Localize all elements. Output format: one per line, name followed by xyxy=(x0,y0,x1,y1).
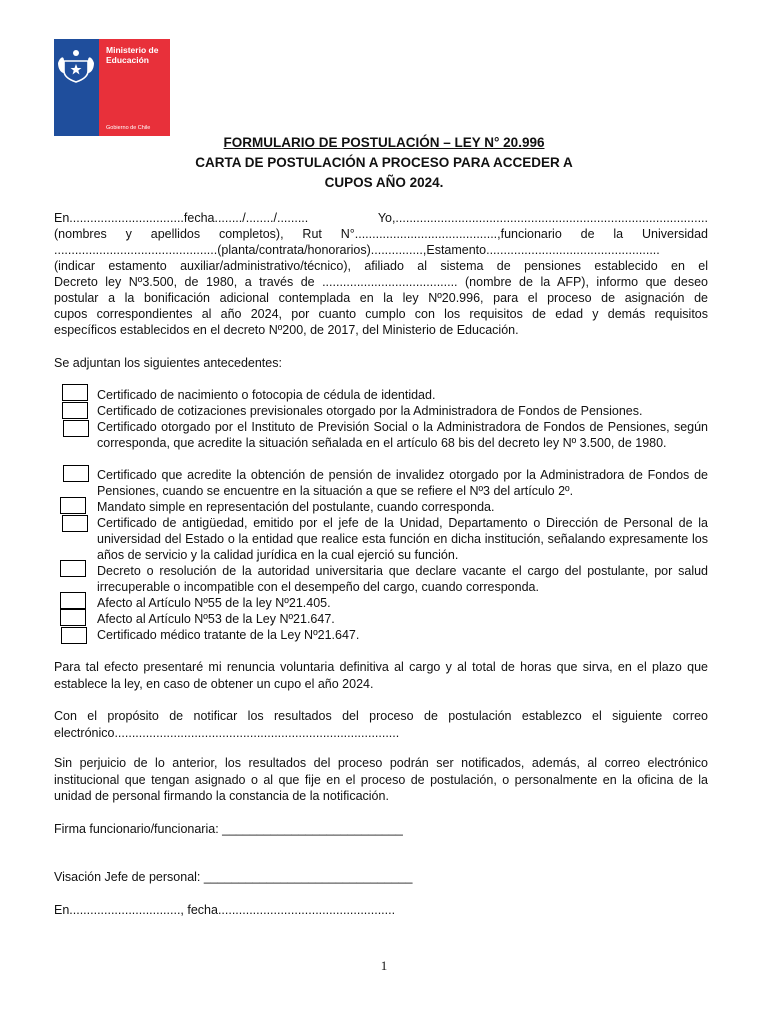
checkbox-invalidity-pension[interactable] xyxy=(63,465,89,482)
checklist-item-4: Certificado que acredite la obtención de pensión de invalidez otorgado por la Administradora de Fondos de Pensiones, cuando se encuentre en la situación a que se refiere el Nº3 del artículo 2º. xyxy=(97,468,708,498)
checklist-item-10: Certificado médico tratante de la Ley Nº21.647. xyxy=(97,628,360,642)
form-subtitle-line1: CARTA DE POSTULACIÓN A PROCESO PARA ACCEDER A xyxy=(195,155,573,170)
logo-text-ministerio: Ministerio de xyxy=(106,45,159,55)
checklist-item-5: Mandato simple en representación del postulante, cuando corresponda. xyxy=(97,500,495,514)
page-number: 1 xyxy=(380,958,388,973)
intro-line-1: En.................................fecha......../......../......... Yo,.......................................................................................... xyxy=(54,211,708,225)
form-subtitle-line2: CUPOS AÑO 2024. xyxy=(324,175,444,190)
checklist-item-8: Afecto al Artículo Nº55 de la ley Nº21.405. xyxy=(97,596,331,610)
checklist-item-1: Certificado de nacimiento o fotocopia de cédula de identidad. xyxy=(97,388,436,402)
checkbox-birth-certificate[interactable] xyxy=(62,384,88,401)
checklist-item-3: Certificado otorgado por el Instituto de Previsión Social o la Administradora de Fondos de Pensiones, según corresponda, que acredite la situación señalada en el artículo 68 bis del decreto ley Nº 3.500, de 1980. xyxy=(97,420,708,450)
checkbox-article-55[interactable] xyxy=(60,592,86,609)
intro-line-5: Decreto ley Nº3.500, de 1980, a través de ....................................... (nombre de la AFP), informo que deseo xyxy=(54,275,708,289)
checkbox-article-53[interactable] xyxy=(60,609,86,626)
intro-line-7: cupos correspondientes al año 2024, por cuanto cumplo con los requisitos de edad y demás requisitos xyxy=(54,307,708,321)
checklist-item-6: Certificado de antigüedad, emitido por el jefe de la Unidad, Departamento o Dirección de Personal de la universidad del Estado o la entidad que realice esta función en dicha institución, señalando expresamente los años de servicio y la calidad jurídica en la cual ejerció su función. xyxy=(97,516,708,562)
checkbox-vacancy-decree[interactable] xyxy=(60,560,86,577)
checklist-item-2: Certificado de cotizaciones previsionales otorgado por la Administradora de Fondos de Pensiones. xyxy=(97,404,643,418)
logo-text-gobierno: Gobierno de Chile xyxy=(106,125,151,131)
intro-line-6: postular a la bonificación adicional contemplada en la ley Nº20.996, para el proceso de asignación de xyxy=(54,291,708,305)
hr-approval-line[interactable]: Visación Jefe de personal: ______________________________ xyxy=(54,870,413,884)
ministerio-educacion-logo xyxy=(54,39,170,136)
intro-line-4: (indicar estamento auxiliar/administrativo/técnico), afiliado al sistema de pensiones establecido en el xyxy=(54,259,708,273)
checklist-item-9: Afecto al Artículo Nº53 de la Ley Nº21.647. xyxy=(97,612,335,626)
checkbox-ips-certificate[interactable] xyxy=(63,420,89,437)
resignation-paragraph: Para tal efecto presentaré mi renuncia voluntaria definitiva al cargo y al total de horas que sirva, en el plazo que establece la ley, en caso de obtener un cupo el año 2024. xyxy=(54,660,708,691)
checklist-item-7: Decreto o resolución de la autoridad universitaria que declare vacante el cargo del postulante, por salud irrecuperable o incompatible con el desempeño del cargo, cuando corresponda. xyxy=(97,564,708,594)
form-title: FORMULARIO DE POSTULACIÓN – LEY N° 20.996 xyxy=(223,135,545,150)
intro-line-2: (nombres y apellidos completos), Rut N°.........................................,funcionario de la Universidad xyxy=(54,227,708,241)
notice-paragraph: Sin perjuicio de lo anterior, los resultados del proceso podrán ser notificados, además, al correo electrónico institucional que tengan asignado o al que fije en el proceso de postulación, o personalmente en la oficina de la unidad de personal firmando la constancia de la notificación. xyxy=(54,756,708,803)
place-date-line[interactable]: En................................, fecha................................................... xyxy=(54,903,396,917)
intro-line-3: ...............................................(planta/contrata/honorarios)...............,Estamento.................................................. xyxy=(54,243,660,257)
employee-signature-line[interactable]: Firma funcionario/funcionaria: __________________________ xyxy=(54,822,403,836)
intro-line-8: específicos establecidos en el decreto Nº200, de 2017, del Ministerio de Educación. xyxy=(54,323,519,337)
checkbox-power-of-attorney[interactable] xyxy=(60,497,86,514)
checkbox-medical-certificate[interactable] xyxy=(61,627,87,644)
email-paragraph: Con el propósito de notificar los resultados del proceso de postulación establezco el siguiente correo electrónico.................................................................................. xyxy=(54,709,708,740)
logo-text-educacion: Educación xyxy=(106,55,149,65)
checkbox-seniority-certificate[interactable] xyxy=(62,515,88,532)
attachments-heading: Se adjuntan los siguientes antecedentes: xyxy=(54,356,282,370)
checkbox-contributions-certificate[interactable] xyxy=(62,402,88,419)
